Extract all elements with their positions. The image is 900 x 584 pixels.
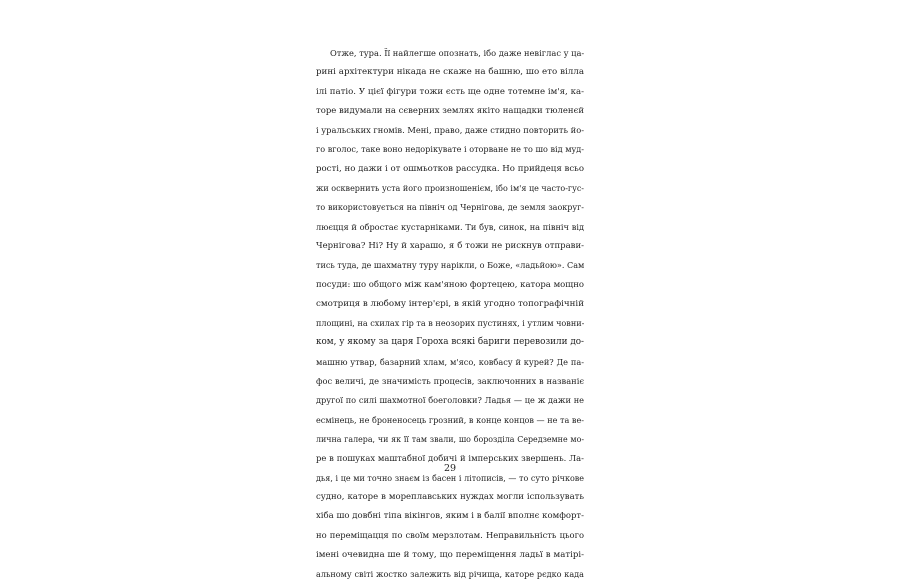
text-line: машню утвар, базарний хлам, м'ясо, ковбасу й курей? Де па- — [316, 356, 584, 367]
text-line: ком, у якому за царя Гороха всякі бариги перевозили до- — [316, 337, 584, 348]
text-line: жи осквернить уста його произношенієм, ібо ім'я це часто-гус- — [316, 184, 584, 194]
text-line: фос величі, де значимість процесів, заключонних в названіє — [316, 376, 584, 387]
text-line: Отже, тура. Її найлегше опознать, ібо даже невіглас у ца- — [330, 48, 585, 58]
text-line: торе видумали на сєверних землях якіто нащадки тюленєй — [316, 105, 584, 116]
text-line: смотриця в любому інтер'єрі, в якій угодно топографічній — [316, 298, 584, 309]
text-line: тись туда, де шахматну туру нарікли, о Боже, «ладьйою». Сам — [316, 260, 585, 271]
text-line: рині архітектури нікада не скаже на башню, шо ето вілла — [316, 67, 584, 78]
text-line: імені очевидна ше й тому, що переміщення ладьї в матірі- — [316, 549, 584, 560]
text-line: Чернігова? Ні? Ну й харашо, я б тожи не рискнув отправи- — [316, 240, 584, 251]
body-text — [316, 44, 584, 584]
text-line: рості, но дажи і от ошмьотков рассудка. Но прийдеця всьо — [316, 163, 584, 174]
text-line: посуди: шо общого між кам'яною фортецею, катора мощно — [316, 279, 584, 290]
text-line: ілі патіо. У цієї фігури тожи єсть ще одне тотемне ім'я, ка- — [316, 86, 584, 97]
text-line: го вголос, таке воно недорікувате і оторване не то шо від муд- — [316, 144, 584, 155]
text-line: ре в пошуках маштабної добичі й імперських звершень. Ла- — [316, 453, 584, 464]
text-line: хіба шо довбні тіпа вікінгов, яким і в балії вполнє комфорт- — [316, 511, 584, 522]
text-line: есмінець, не броненосець грозний, в конце концов — не та ве- — [316, 414, 584, 425]
text-line: лична галера, чи як її там звали, шо борозділа Середземне мо- — [316, 434, 584, 444]
text-line: судно, каторе в мореплавських нуждах могли іспользувать — [316, 491, 584, 502]
text-line: дья, і це ми точно знаєм із басен і літописів, — то суто річкове — [316, 473, 584, 483]
text-line: і уральських гномів. Мені, право, даже стидно повторить йо- — [316, 125, 584, 136]
text-line: другої по силі шахмотної боеголовки? Ладья — це ж дажи не — [316, 395, 584, 406]
text-line: люєцця й обростає кустарніками. Ти був, синок, на північ від — [316, 221, 584, 232]
text-line: альному світі жостко залежить від річища, каторе рєдко када — [316, 569, 584, 580]
text-line: то використовується на північ од Чернігова, де земля заокруг- — [316, 203, 584, 213]
text-line: но переміщацця по своїм мерзлотам. Неправильність цього — [316, 530, 584, 541]
text-line: площині, на схилах гір та в неозорих пустинях, і утлим човни- — [316, 318, 585, 329]
page-number: 29 — [443, 463, 457, 474]
